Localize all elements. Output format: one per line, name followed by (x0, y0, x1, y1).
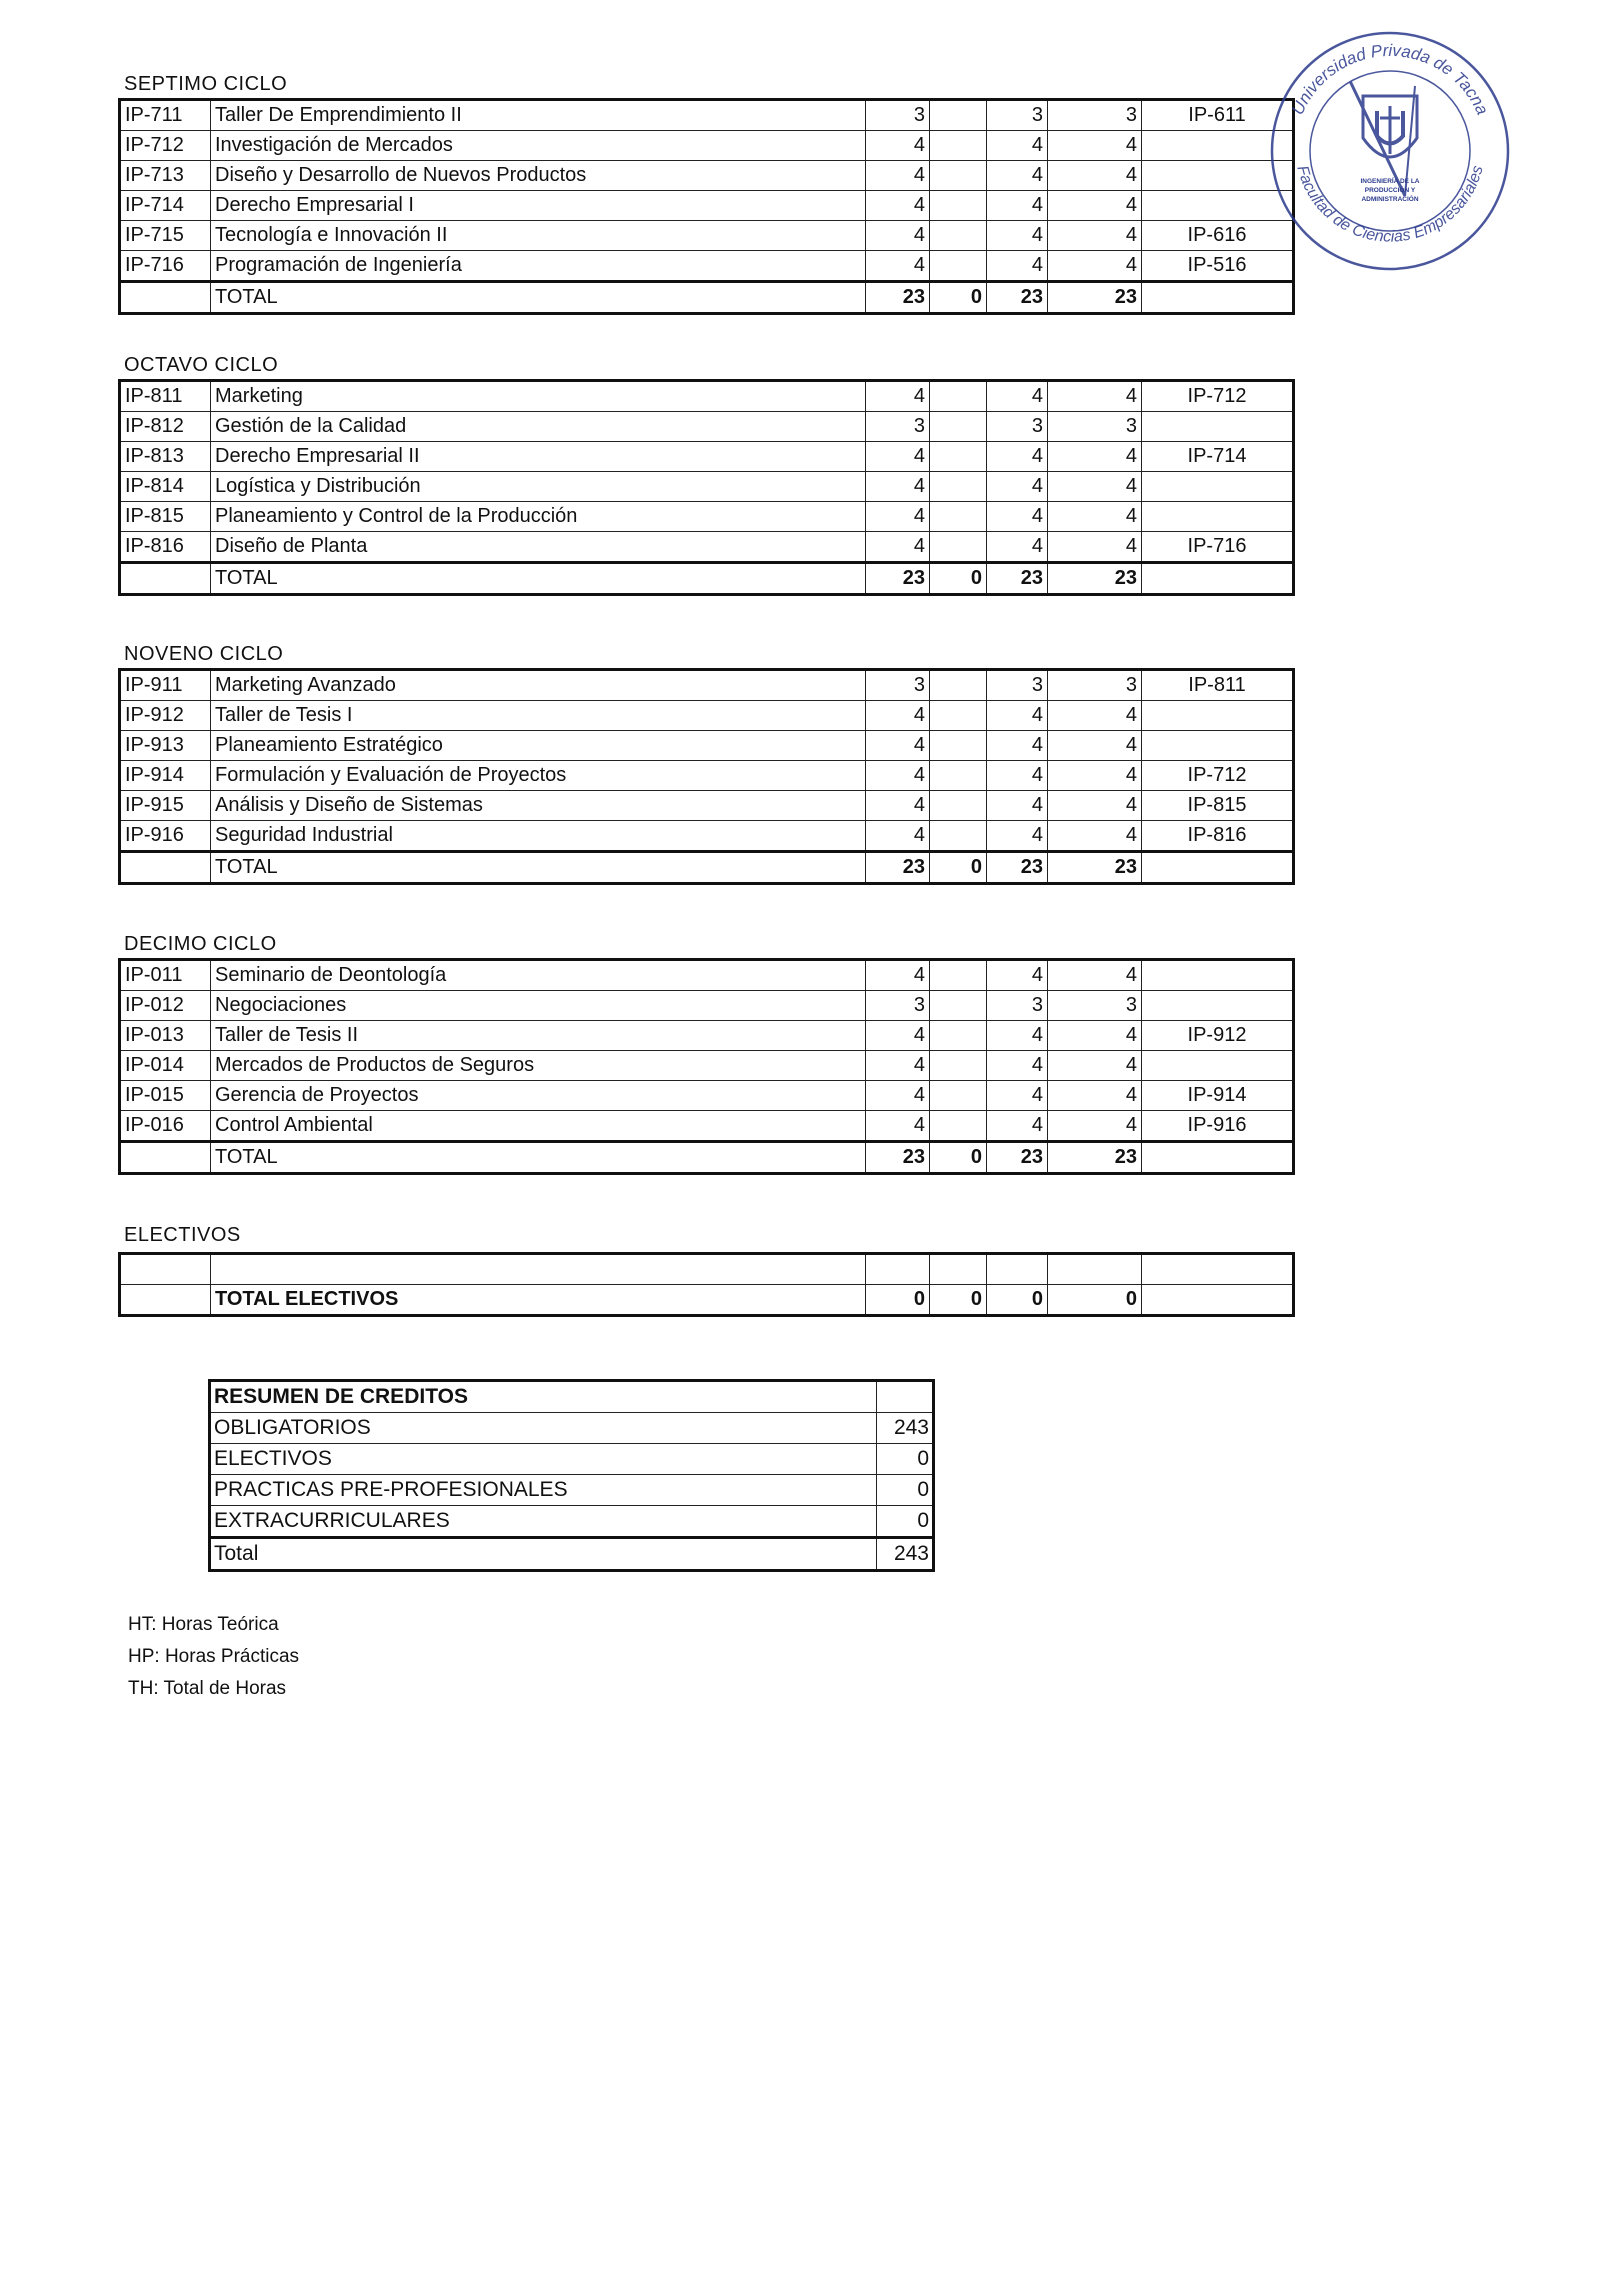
course-cr: 4 (1048, 960, 1142, 991)
total-empty-cell (1142, 852, 1294, 884)
table-row (120, 991, 1294, 1021)
course-prerequisite (1142, 701, 1294, 731)
course-cr: 4 (1048, 532, 1142, 563)
course-th: 4 (987, 821, 1048, 852)
section-title-electivos: ELECTIVOS (124, 1224, 241, 1246)
course-hp (930, 251, 987, 282)
course-hp (930, 442, 987, 472)
course-code: IP-014 (120, 1051, 211, 1081)
course-code: IP-911 (120, 670, 211, 701)
course-hp (930, 532, 987, 563)
course-prerequisite: IP-714 (1142, 442, 1294, 472)
course-table-septimo (118, 98, 1295, 315)
course-th: 4 (987, 1051, 1048, 1081)
course-prerequisite: IP-616 (1142, 221, 1294, 251)
course-th: 4 (987, 1021, 1048, 1051)
table-row (120, 161, 1294, 191)
summary-label: OBLIGATORIOS (210, 1413, 877, 1444)
course-th: 4 (987, 131, 1048, 161)
total-ht: 23 (866, 1142, 930, 1174)
course-name: Marketing Avanzado (211, 670, 866, 701)
course-name: Derecho Empresarial II (211, 442, 866, 472)
section-title-decimo: DECIMO CICLO (124, 933, 277, 955)
course-ht: 4 (866, 1021, 930, 1051)
course-code: IP-711 (120, 100, 211, 131)
table-row (120, 472, 1294, 502)
summary-total-row (210, 1538, 934, 1571)
course-prerequisite: IP-811 (1142, 670, 1294, 701)
course-code: IP-015 (120, 1081, 211, 1111)
course-th: 4 (987, 761, 1048, 791)
course-hp (930, 1051, 987, 1081)
course-name: Control Ambiental (211, 1111, 866, 1142)
course-ht: 4 (866, 761, 930, 791)
course-prerequisite: IP-611 (1142, 100, 1294, 131)
total-empty-cell (120, 852, 211, 884)
course-ht: 3 (866, 670, 930, 701)
summary-row (210, 1444, 934, 1475)
course-th: 4 (987, 731, 1048, 761)
course-hp (930, 100, 987, 131)
course-cr: 4 (1048, 161, 1142, 191)
table-row (120, 412, 1294, 442)
course-ht: 4 (866, 960, 930, 991)
course-ht: 4 (866, 701, 930, 731)
section-title-octavo: OCTAVO CICLO (124, 354, 279, 376)
table-row (120, 731, 1294, 761)
course-hp (930, 1021, 987, 1051)
total-cr: 23 (1048, 563, 1142, 595)
course-th: 4 (987, 161, 1048, 191)
total-electivos-label: TOTAL ELECTIVOS (211, 1285, 866, 1316)
course-hp (930, 761, 987, 791)
total-empty-cell (1142, 282, 1294, 314)
course-ht: 4 (866, 191, 930, 221)
total-th: 23 (987, 852, 1048, 884)
course-th: 4 (987, 251, 1048, 282)
course-name: Negociaciones (211, 991, 866, 1021)
course-name: Seminario de Deontología (211, 960, 866, 991)
course-hp (930, 221, 987, 251)
course-cr: 4 (1048, 701, 1142, 731)
course-name: Diseño y Desarrollo de Nuevos Productos (211, 161, 866, 191)
course-th: 3 (987, 670, 1048, 701)
summary-total-label: Total (210, 1538, 877, 1571)
table-row (120, 381, 1294, 412)
summary-title: RESUMEN DE CREDITOS (210, 1381, 877, 1413)
course-name: Investigación de Mercados (211, 131, 866, 161)
total-th: 0 (987, 1285, 1048, 1316)
total-hp: 0 (930, 1142, 987, 1174)
table-row (120, 221, 1294, 251)
course-prerequisite (1142, 472, 1294, 502)
table-row (120, 1254, 1294, 1285)
course-name: Planeamiento Estratégico (211, 731, 866, 761)
course-th: 4 (987, 701, 1048, 731)
course-hp (930, 381, 987, 412)
seal-inner-line: PRODUCCIÓN Y (1364, 187, 1416, 194)
course-ht: 4 (866, 1111, 930, 1142)
course-prerequisite: IP-712 (1142, 761, 1294, 791)
course-name: Gestión de la Calidad (211, 412, 866, 442)
course-cr: 3 (1048, 670, 1142, 701)
course-th: 3 (987, 412, 1048, 442)
course-prerequisite: IP-712 (1142, 381, 1294, 412)
summary-row (210, 1475, 934, 1506)
course-ht: 4 (866, 1051, 930, 1081)
course-ht: 4 (866, 131, 930, 161)
course-name: Formulación y Evaluación de Proyectos (211, 761, 866, 791)
total-cr: 23 (1048, 852, 1142, 884)
course-cr: 4 (1048, 442, 1142, 472)
course-cr: 4 (1048, 191, 1142, 221)
legend-ht: HT: Horas Teórica (128, 1614, 279, 1635)
course-ht: 4 (866, 791, 930, 821)
table-row (120, 131, 1294, 161)
table-row (120, 761, 1294, 791)
course-th: 4 (987, 381, 1048, 412)
total-ht: 23 (866, 563, 930, 595)
course-ht: 3 (866, 100, 930, 131)
course-cr: 3 (1048, 991, 1142, 1021)
course-hp (930, 731, 987, 761)
course-prerequisite (1142, 412, 1294, 442)
table-row (120, 251, 1294, 282)
legend-hp: HP: Horas Prácticas (128, 1646, 300, 1667)
course-th: 4 (987, 791, 1048, 821)
seal-inner-line: INGENIERÍA DE LA (1360, 178, 1420, 185)
table-row (120, 442, 1294, 472)
course-th: 4 (987, 221, 1048, 251)
total-ht: 23 (866, 852, 930, 884)
total-empty-cell (120, 563, 211, 595)
course-prerequisite (1142, 502, 1294, 532)
course-code: IP-916 (120, 821, 211, 852)
course-th: 4 (987, 960, 1048, 991)
course-name: Análisis y Diseño de Sistemas (211, 791, 866, 821)
course-prerequisite: IP-916 (1142, 1111, 1294, 1142)
course-th: 4 (987, 1111, 1048, 1142)
course-th: 4 (987, 442, 1048, 472)
seal-outer-text: Universidad Privada de Tacna (1287, 40, 1493, 118)
course-name: Mercados de Productos de Seguros (211, 1051, 866, 1081)
course-code: IP-814 (120, 472, 211, 502)
table-row (120, 1111, 1294, 1142)
total-ht: 0 (866, 1285, 930, 1316)
course-cr: 4 (1048, 731, 1142, 761)
total-ht: 23 (866, 282, 930, 314)
course-code: IP-915 (120, 791, 211, 821)
course-prerequisite (1142, 960, 1294, 991)
course-hp (930, 472, 987, 502)
course-code: IP-712 (120, 131, 211, 161)
total-empty-cell (1142, 563, 1294, 595)
table-row (120, 960, 1294, 991)
total-label: TOTAL (211, 1142, 866, 1174)
course-ht: 4 (866, 472, 930, 502)
table-row (120, 100, 1294, 131)
total-cr: 23 (1048, 282, 1142, 314)
course-name: Tecnología e Innovación II (211, 221, 866, 251)
course-hp (930, 1081, 987, 1111)
course-code: IP-012 (120, 991, 211, 1021)
course-name: Taller de Tesis I (211, 701, 866, 731)
total-th: 23 (987, 282, 1048, 314)
course-code: IP-716 (120, 251, 211, 282)
course-code: IP-016 (120, 1111, 211, 1142)
course-ht: 4 (866, 1081, 930, 1111)
course-name: Gerencia de Proyectos (211, 1081, 866, 1111)
total-cr: 0 (1048, 1285, 1142, 1316)
summary-label: EXTRACURRICULARES (210, 1506, 877, 1538)
summary-label: PRACTICAS PRE-PROFESIONALES (210, 1475, 877, 1506)
course-name: Taller De Emprendimiento II (211, 100, 866, 131)
total-hp: 0 (930, 282, 987, 314)
course-code: IP-811 (120, 381, 211, 412)
course-th: 3 (987, 100, 1048, 131)
seal-inner-line: ADMINISTRACIÓN (1361, 196, 1419, 203)
course-name: Programación de Ingeniería (211, 251, 866, 282)
total-hp: 0 (930, 563, 987, 595)
section-title-noveno: NOVENO CICLO (124, 643, 284, 665)
summary-value: 0 (877, 1475, 934, 1506)
course-th: 4 (987, 191, 1048, 221)
course-cr: 4 (1048, 1081, 1142, 1111)
course-prerequisite: IP-914 (1142, 1081, 1294, 1111)
course-cr: 4 (1048, 1051, 1142, 1081)
course-hp (930, 821, 987, 852)
course-hp (930, 131, 987, 161)
summary-label: ELECTIVOS (210, 1444, 877, 1475)
course-cr: 4 (1048, 221, 1142, 251)
course-prerequisite: IP-816 (1142, 821, 1294, 852)
total-hp: 0 (930, 852, 987, 884)
total-empty-cell (1142, 1142, 1294, 1174)
course-ht: 4 (866, 821, 930, 852)
summary-header (210, 1381, 934, 1413)
course-hp (930, 701, 987, 731)
course-ht: 4 (866, 502, 930, 532)
course-ht: 4 (866, 221, 930, 251)
course-cr: 4 (1048, 502, 1142, 532)
course-th: 4 (987, 502, 1048, 532)
summary-value: 243 (877, 1413, 934, 1444)
total-empty-cell (120, 282, 211, 314)
course-hp (930, 502, 987, 532)
summary-row (210, 1413, 934, 1444)
course-prerequisite: IP-815 (1142, 791, 1294, 821)
course-code: IP-714 (120, 191, 211, 221)
total-empty-cell (120, 1142, 211, 1174)
table-row (120, 1081, 1294, 1111)
course-cr: 3 (1048, 412, 1142, 442)
course-cr: 4 (1048, 1111, 1142, 1142)
course-cr: 4 (1048, 1021, 1142, 1051)
total-cr: 23 (1048, 1142, 1142, 1174)
course-hp (930, 412, 987, 442)
course-th: 3 (987, 991, 1048, 1021)
course-cr: 4 (1048, 821, 1142, 852)
course-ht: 3 (866, 412, 930, 442)
total-hp: 0 (930, 1285, 987, 1316)
course-code: IP-715 (120, 221, 211, 251)
summary-row (210, 1506, 934, 1538)
summary-table (208, 1379, 935, 1572)
course-code: IP-815 (120, 502, 211, 532)
course-name: Planeamiento y Control de la Producción (211, 502, 866, 532)
table-row (120, 191, 1294, 221)
course-prerequisite (1142, 731, 1294, 761)
course-ht: 4 (866, 532, 930, 563)
course-ht: 3 (866, 991, 930, 1021)
legend-th: TH: Total de Horas (128, 1678, 287, 1699)
course-code: IP-914 (120, 761, 211, 791)
course-prerequisite (1142, 991, 1294, 1021)
course-cr: 4 (1048, 381, 1142, 412)
course-code: IP-713 (120, 161, 211, 191)
course-hp (930, 1111, 987, 1142)
course-name: Seguridad Industrial (211, 821, 866, 852)
total-label: TOTAL (211, 852, 866, 884)
course-ht: 4 (866, 251, 930, 282)
course-th: 4 (987, 472, 1048, 502)
course-name: Marketing (211, 381, 866, 412)
course-code: IP-011 (120, 960, 211, 991)
course-table-decimo (118, 958, 1295, 1175)
course-table-octavo (118, 379, 1295, 596)
course-cr: 4 (1048, 251, 1142, 282)
course-code: IP-013 (120, 1021, 211, 1051)
course-hp (930, 991, 987, 1021)
table-row (120, 1021, 1294, 1051)
course-table-electivos (118, 1252, 1295, 1317)
total-row (120, 282, 1294, 314)
course-cr: 4 (1048, 761, 1142, 791)
course-hp (930, 191, 987, 221)
course-ht: 4 (866, 381, 930, 412)
course-hp (930, 670, 987, 701)
table-row (120, 670, 1294, 701)
course-hp (930, 960, 987, 991)
table-row (120, 821, 1294, 852)
course-name: Diseño de Planta (211, 532, 866, 563)
course-ht: 4 (866, 442, 930, 472)
course-code: IP-912 (120, 701, 211, 731)
course-code: IP-812 (120, 412, 211, 442)
table-row (120, 1051, 1294, 1081)
course-th: 4 (987, 532, 1048, 563)
course-hp (930, 791, 987, 821)
course-prerequisite: IP-716 (1142, 532, 1294, 563)
course-cr: 4 (1048, 791, 1142, 821)
course-th: 4 (987, 1081, 1048, 1111)
section-title-septimo: SEPTIMO CICLO (124, 73, 288, 95)
total-label: TOTAL (211, 282, 866, 314)
course-ht: 4 (866, 161, 930, 191)
course-ht: 4 (866, 731, 930, 761)
table-row (120, 532, 1294, 563)
total-row (120, 1285, 1294, 1316)
total-th: 23 (987, 1142, 1048, 1174)
seal-bottom-text: Facultad de Ciencias Empresariales (1293, 163, 1487, 246)
course-name: Derecho Empresarial I (211, 191, 866, 221)
total-row (120, 852, 1294, 884)
summary-total-value: 243 (877, 1538, 934, 1571)
course-cr: 4 (1048, 131, 1142, 161)
course-prerequisite (1142, 1051, 1294, 1081)
course-code: IP-816 (120, 532, 211, 563)
table-row (120, 791, 1294, 821)
summary-value: 0 (877, 1444, 934, 1475)
university-seal-icon (1265, 26, 1515, 276)
summary-value: 0 (877, 1506, 934, 1538)
course-prerequisite: IP-912 (1142, 1021, 1294, 1051)
total-row (120, 563, 1294, 595)
table-row (120, 502, 1294, 532)
course-name: Taller de Tesis II (211, 1021, 866, 1051)
course-hp (930, 161, 987, 191)
course-table-noveno (118, 668, 1295, 885)
table-row (120, 701, 1294, 731)
course-code: IP-813 (120, 442, 211, 472)
total-row (120, 1142, 1294, 1174)
course-prerequisite: IP-516 (1142, 251, 1294, 282)
course-name: Logística y Distribución (211, 472, 866, 502)
course-cr: 3 (1048, 100, 1142, 131)
total-th: 23 (987, 563, 1048, 595)
total-label: TOTAL (211, 563, 866, 595)
course-cr: 4 (1048, 472, 1142, 502)
course-code: IP-913 (120, 731, 211, 761)
